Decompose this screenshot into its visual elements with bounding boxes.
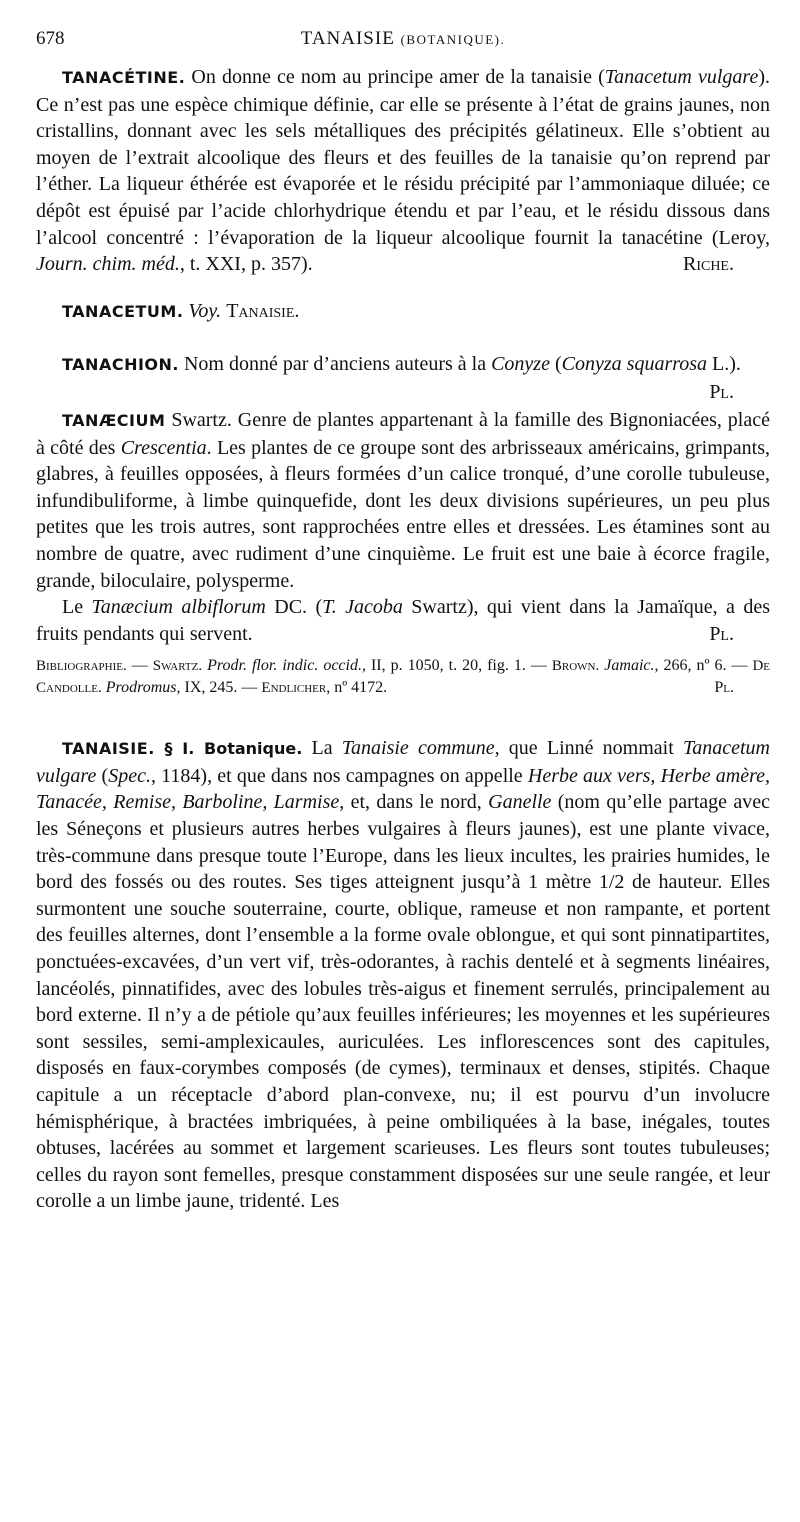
entry-text: , t. XXI, p. 357). <box>179 253 313 276</box>
bibliography <box>36 655 770 699</box>
italic-term: Tanaisie commune <box>341 737 495 760</box>
cross-reference-target: Tanaisie. <box>226 299 300 322</box>
entry-text: DC. ( <box>265 596 323 619</box>
italic-term: Tanacetum vulgare <box>604 66 759 88</box>
italic-term: Crescentia <box>120 436 207 459</box>
headword: TANACETUM. <box>62 301 184 321</box>
author-signature: Riche. <box>682 253 734 276</box>
biblio-title: Prodr. flor. indic. occid. <box>207 657 362 675</box>
biblio-text: , IX, 245. — <box>176 679 262 697</box>
italic-term: Herbe aux vers, Herbe amère, Tanacée, Remise, Barboline, Larmise <box>36 764 770 814</box>
entry-text: (nom qu’elle partage avec les Séneçons et plusieurs autres herbes vulgaires à fleurs jaunes), est une plante vivace, très-commune dans presque toute l’Europe, dans les lieux incultes, les prairies humides, le bord des fossés ou des routes. Ses tiges atteignent jusqu’à 1 mètre 1/2 de hauteur. Elles surmontent une souche souterraine, courte, oblique, rameuse et non rampante, et portent des feuilles alternes, dont l’ensemble a la forme ovale oblongue, et qui sont pinnatipartites, ponctuées-excavées, d’un vert vif, très-odorantes, à rachis dentelé et à segments linéaires, lancéolés, pinnatifides, avec des lobules très-aigus et finement serrulés, principalement au bord externe. Il n’y a de pétiole qu’aux feuilles inférieures; les moyennes et les supérieures sont sessiles, semi-amplexicaules, auriculées. Les inflorescences sont des capitules, disposés en faux-corymbes composés (de cymes), terminaux et denses, stipités. Chaque capitule a un réceptacle d’abord plan-convexe, nu; il est pourvu d’un involucre hémisphérique, à bractées imbriquées, à peine ombiliquées à la base, inégales, toutes obtuses, lacérées au sommet et largement scarieuses. Les fleurs sont toutes tubuleuses; celles du rayon sont femelles, presque constamment disposées sur une seule rangée, et leur corolle a un limbe jaune, tridenté. Les <box>36 791 771 1213</box>
italic-term: Tanacetum vulgare <box>36 737 770 787</box>
dictionary-page <box>36 28 770 1215</box>
italic-term: T. Jacoba <box>322 596 403 619</box>
entry-text: , que Linné nommait <box>494 737 683 760</box>
entry-text: ( <box>549 353 562 376</box>
author-signature: Pl. <box>709 380 734 403</box>
italic-term: Ganelle <box>488 791 552 814</box>
entry-text: La <box>302 737 342 760</box>
entry-text: , 1184), et que dans nos campagnes on appelle <box>150 764 528 787</box>
running-title <box>36 28 770 50</box>
author-signature: Pl. <box>714 679 734 697</box>
headword: TANACHION. <box>62 355 179 375</box>
page-number: 678 <box>36 28 65 49</box>
biblio-text: , 266, nº 6. — <box>654 657 753 675</box>
biblio-author: Endlicher <box>261 680 327 697</box>
biblio-author: Brown. <box>551 658 600 675</box>
entry-tanachion <box>36 351 770 403</box>
entry-text: Le <box>62 596 92 619</box>
cross-reference-label: Voy. <box>188 299 222 322</box>
headword: TANACÉTINE. <box>62 68 186 87</box>
entry-tanacetine <box>36 64 770 278</box>
biblio-author: De Candolle. <box>36 658 771 697</box>
italic-term: Conyze <box>491 353 550 376</box>
entry-text: . Les plantes de ce groupe sont des arbrisseaux américains, grimpants, glabres, à feuilles opposées, à fleurs formées d’un calice tronqué, d’une corolle tubuleuse, infundibuliforme, à limbe quinquefide, dont les deux divisions supérieures, un peu plus petites que les trois autres, sont rapprochées entre elles et dressées. Les étamines sont au nombre de quatre, avec rudiment d’une cinquième. Le fruit est une baie à écorce fragile, grande, biloculaire, polysperme. <box>36 436 770 592</box>
biblio-title: Prodromus <box>105 679 177 697</box>
entry-paragraph <box>36 407 770 594</box>
entry-text: ). Ce n’est pas une espèce chimique définie, car elle se présente à l’état de grains jaunes, non cristallins, donnant avec les sels métalliques des précipités gélatineux. Elle s’obtient au moyen de l’extrait alcoolique des fleurs et des feuilles de la tanaisie qu’on reprend par l’éther. La liqueur éthérée est évaporée et le résidu précipité par l’ammoniaque diluée; ce dépôt est épuisé par l’acide chlorhydrique étendu et par l’eau, et le résidu dissous dans l’alcool concentré : l’évaporation de la liqueur alcoolique fournit la tanacétine (Leroy, <box>36 66 770 249</box>
running-head <box>36 28 770 60</box>
entry-tanaisie <box>36 735 770 1215</box>
biblio-text: , nº 4172. <box>326 679 388 697</box>
entry-text: , et, dans le nord, <box>339 791 489 814</box>
running-title-sub: (BOTANIQUE). <box>400 32 506 47</box>
italic-term: Tanæcium albiflorum <box>91 596 266 619</box>
section-heading: § I. Botanique. <box>154 739 303 759</box>
biblio-text: — <box>126 657 153 675</box>
entry-text: Swartz), qui vient dans la Jamaïque, a des fruits pendants qui servent. <box>36 596 770 645</box>
headword: TANAISIE. <box>62 739 155 759</box>
headword: TANÆCIUM <box>62 410 166 430</box>
italic-term: Spec. <box>108 764 151 787</box>
entry-text: L.). <box>707 353 741 376</box>
running-title-main: TANAISIE <box>300 28 395 49</box>
entry-tanacetum <box>36 298 770 326</box>
biblio-text: , II, p. 1050, t. 20, fig. 1. — <box>361 657 552 675</box>
entry-tanaecium <box>36 407 770 699</box>
italic-term: Conyza squarrosa <box>561 353 708 376</box>
bibliography-label: Bibliographie. <box>36 658 127 675</box>
entry-paragraph <box>36 594 770 647</box>
entry-text: On donne ce nom au principe amer de la tanaisie ( <box>185 66 605 88</box>
biblio-author: Swartz. <box>152 658 203 675</box>
author-signature: Pl. <box>709 622 734 645</box>
entry-text: Swartz. Genre de plantes appartenant à la famille des Bignoniacées, placé à côté des <box>36 408 770 459</box>
italic-term: Journ. chim. méd. <box>36 253 180 276</box>
biblio-title: Jamaic. <box>604 657 655 675</box>
entry-text: ( <box>96 764 109 787</box>
entry-text: Nom donné par d’anciens auteurs à la <box>178 353 492 376</box>
